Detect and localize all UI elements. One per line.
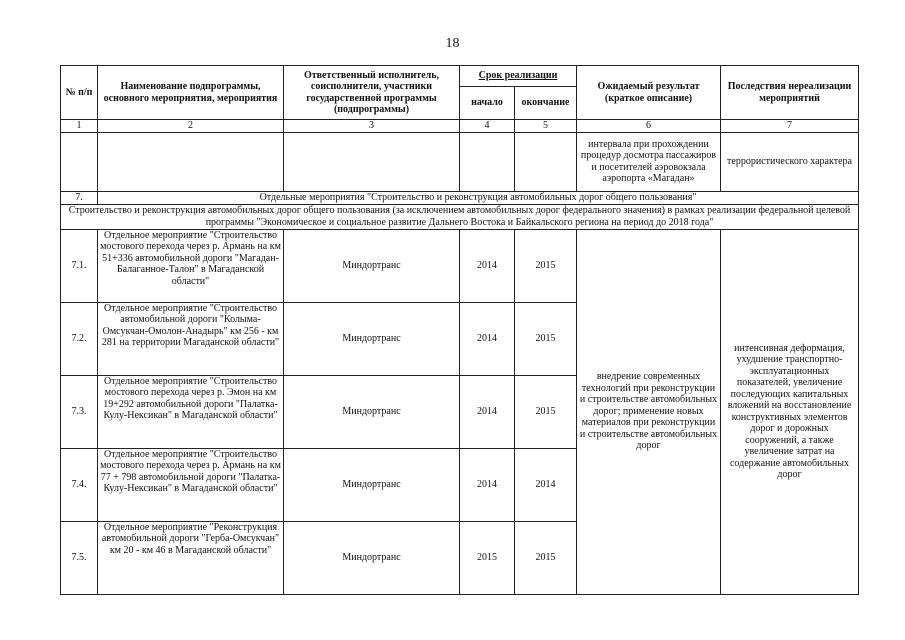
continuation-result: интервала при прохождении процедур досмотра пассажиров и посетителей аэровокзала аэропорта «Магадан» bbox=[577, 132, 721, 191]
row-number: 7.2. bbox=[61, 302, 98, 375]
column-number-row bbox=[61, 120, 859, 133]
header-period: Срок реализации bbox=[460, 66, 577, 87]
header-executor: Ответственный исполнитель, соисполнители, участники государственной программы (подпрограммы) bbox=[284, 66, 460, 120]
row-number: 7.3. bbox=[61, 375, 98, 448]
row-number: 7.1. bbox=[61, 229, 98, 302]
column-number: 4 bbox=[460, 120, 515, 133]
column-number: 1 bbox=[61, 120, 98, 133]
header-num: № п/п bbox=[61, 66, 98, 120]
row-end: 2015 bbox=[515, 229, 577, 302]
column-number: 2 bbox=[98, 120, 284, 133]
row-start: 2014 bbox=[460, 229, 515, 302]
continuation-effect: террористического характера bbox=[721, 132, 859, 191]
row-name: Отдельное мероприятие "Строительство автомобильной дороги "Колыма-Омсукчан-Омолон-Анадырь" км 256 - км 281 на территории Магаданской области" bbox=[98, 302, 284, 375]
column-number: 3 bbox=[284, 120, 460, 133]
row-number: 7.5. bbox=[61, 521, 98, 594]
row-executor: Миндортранс bbox=[284, 521, 460, 594]
row-start: 2014 bbox=[460, 302, 515, 375]
header-end: окончание bbox=[515, 87, 577, 120]
row-start: 2014 bbox=[460, 448, 515, 521]
section-description-row bbox=[61, 204, 859, 229]
row-start: 2015 bbox=[460, 521, 515, 594]
row-name: Отдельное мероприятие "Строительство мостового перехода через р. Армань на км 51+336 автомобильной дороги "Магадан-Балаганное-Талон" в Магаданской области" bbox=[98, 229, 284, 302]
row-end: 2014 bbox=[515, 448, 577, 521]
row-end: 2015 bbox=[515, 521, 577, 594]
row-name: Отдельное мероприятие "Строительство мостового перехода через р. Эмон на км 19+292 автомобильной дороги "Палатка-Кулу-Нексикан" в Магаданской области" bbox=[98, 375, 284, 448]
header-result: Ожидаемый результат (краткое описание) bbox=[577, 66, 721, 120]
merged-result: внедрение современных технологий при реконструкции и строительстве автомобильных дорог; применение новых материалов при реконструкции и строительстве автомобильных дорог bbox=[577, 229, 721, 594]
row-executor: Миндортранс bbox=[284, 302, 460, 375]
table-row bbox=[61, 229, 859, 302]
continuation-row bbox=[61, 132, 859, 191]
row-executor: Миндортранс bbox=[284, 375, 460, 448]
page-number: 18 bbox=[445, 36, 460, 51]
column-number: 6 bbox=[577, 120, 721, 133]
row-name: Отдельное мероприятие "Строительство мостового перехода через р. Армань на км 77 + 798 автомобильной дороги "Палатка-Кулу-Нексикан" в Магаданской области" bbox=[98, 448, 284, 521]
program-table bbox=[60, 65, 859, 595]
section-title: Отдельные мероприятия "Строительство и реконструкция автомобильных дорог общего пользования" bbox=[98, 191, 859, 204]
row-name: Отдельное мероприятие "Реконструкция автомобильной дороги "Герба-Омсукчан" км 20 - км 46 в Магаданской области" bbox=[98, 521, 284, 594]
column-number: 7 bbox=[721, 120, 859, 133]
row-number: 7.4. bbox=[61, 448, 98, 521]
column-number: 5 bbox=[515, 120, 577, 133]
row-end: 2015 bbox=[515, 302, 577, 375]
row-executor: Миндортранс bbox=[284, 448, 460, 521]
row-start: 2014 bbox=[460, 375, 515, 448]
section-row bbox=[61, 191, 859, 204]
header-effect: Последствия нереализации мероприятий bbox=[721, 66, 859, 120]
row-end: 2015 bbox=[515, 375, 577, 448]
row-executor: Миндортранс bbox=[284, 229, 460, 302]
header-name: Наименование подпрограммы, основного мероприятия, мероприятия bbox=[98, 66, 284, 120]
header-row bbox=[61, 66, 859, 87]
section-description: Строительство и реконструкция автомобильных дорог общего пользования (за исключением автомобильных дорог федерального значения) в рамках реализации федеральной целевой программы "Экономическое и социальное развитие Дальнего Востока и Байкальского региона на период до 2018 года" bbox=[61, 204, 859, 229]
section-number: 7. bbox=[61, 191, 98, 204]
header-start: начало bbox=[460, 87, 515, 120]
merged-effect: интенсивная деформация, ухудшение транспортно-эксплуатационных показателей, увеличение последующих капитальных вложений на восстановление конструктивных элементов дорог и дорожных сооружений, а также увеличение затрат на содержание автомобильных дорог bbox=[721, 229, 859, 594]
